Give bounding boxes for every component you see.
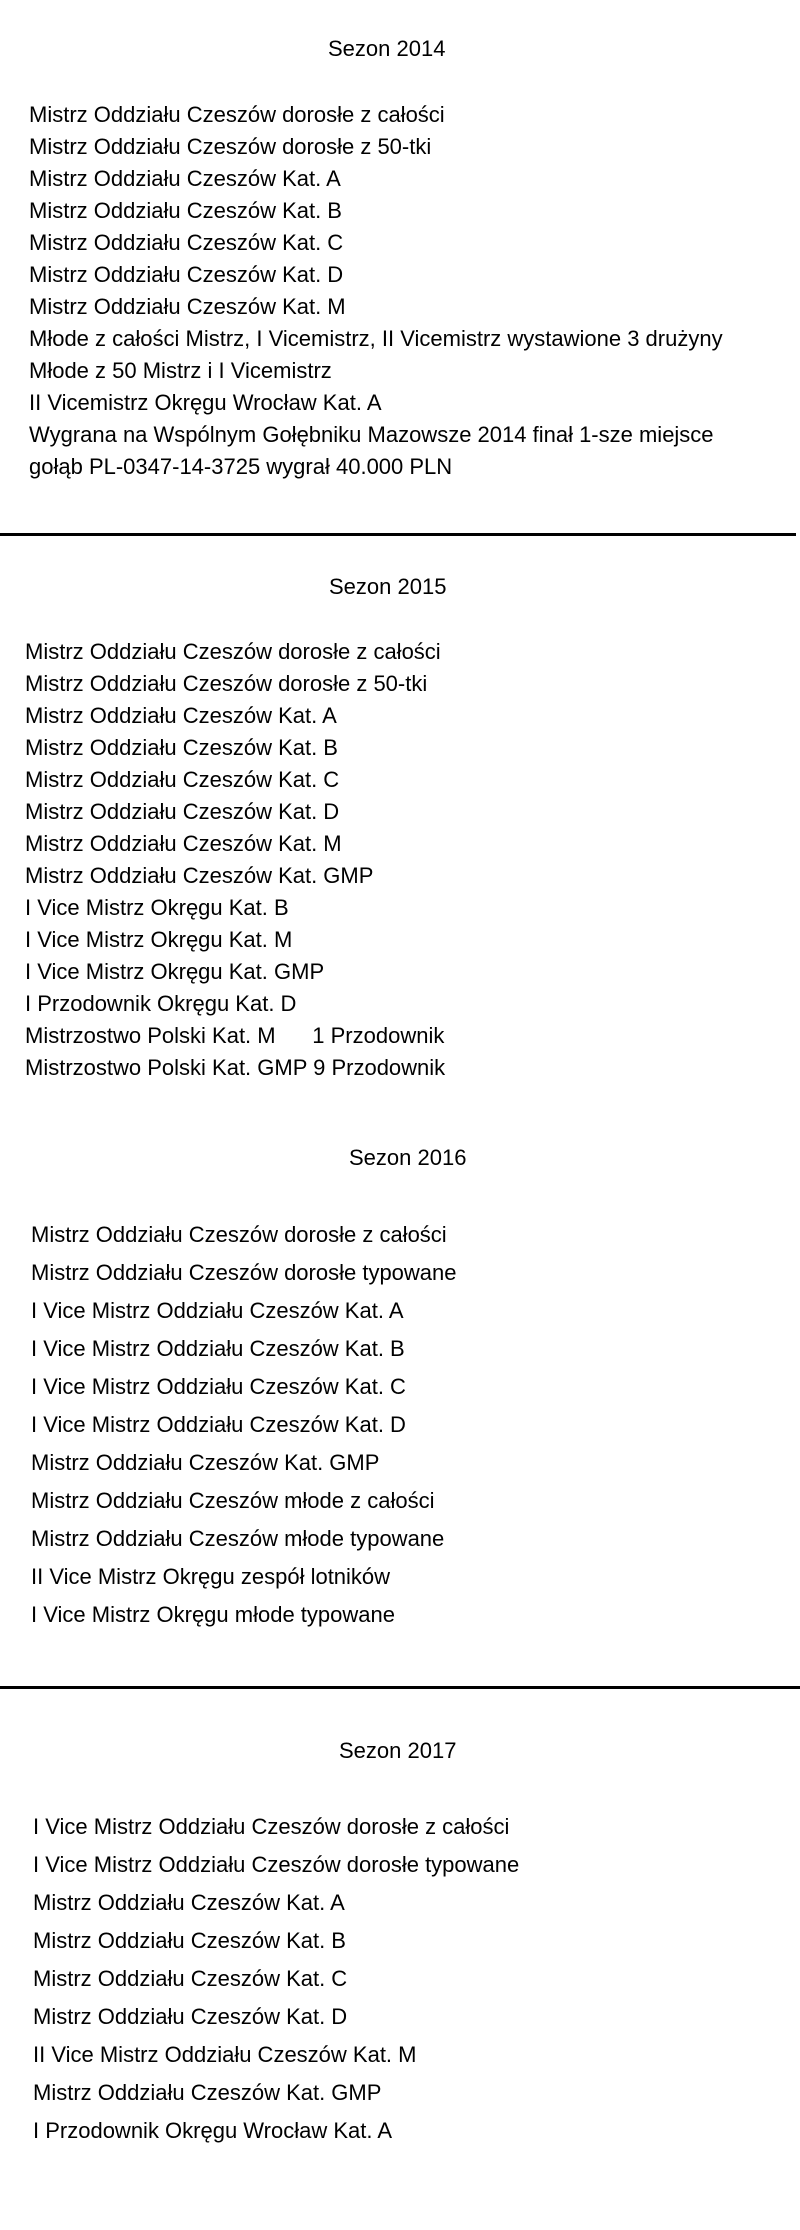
achievement-item: I Vice Mistrz Oddziału Czeszów Kat. A [31, 1298, 404, 1323]
achievement-item: I Przodownik Okręgu Wrocław Kat. A [33, 2118, 393, 2143]
achievement-item: Mistrz Oddziału Czeszów dorosłe z całości [31, 1222, 447, 1247]
achievement-item: Mistrz Oddziału Czeszów Kat. A [29, 166, 341, 191]
season-2015-achievements [25, 636, 445, 1084]
achievement-item: Mistrz Oddziału Czeszów Kat. D [25, 799, 340, 824]
achievement-item: I Vice Mistrz Oddziału Czeszów dorosłe typowane [33, 1852, 520, 1877]
achievement-item: I Przodownik Okręgu Kat. D [25, 991, 297, 1016]
achievement-item: Mistrzostwo Polski Kat. M 1 Przodownik [25, 1023, 445, 1048]
achievement-item: I Vice Mistrz Oddziału Czeszów Kat. C [31, 1374, 406, 1399]
achievement-item: Mistrz Oddziału Czeszów Kat. C [25, 767, 340, 792]
achievement-item: I Vice Mistrz Okręgu Kat. M [25, 927, 293, 952]
achievement-item: I Vice Mistrz Oddziału Czeszów Kat. D [31, 1412, 406, 1437]
achievement-item: Mistrz Oddziału Czeszów Kat. M [29, 294, 346, 319]
achievement-item: Mistrz Oddziału Czeszów Kat. B [33, 1928, 346, 1953]
season-2016-title: Sezon 2016 [349, 1145, 467, 1170]
achievement-item: I Vice Mistrz Oddziału Czeszów dorosłe z całości [33, 1814, 510, 1839]
achievement-item: I Vice Mistrz Okręgu młode typowane [31, 1602, 395, 1627]
section-divider [0, 1686, 800, 1689]
achievement-item: Wygrana na Wspólnym Gołębniku Mazowsze 2014 finał 1-sze miejsce [29, 422, 714, 447]
achievement-item: I Vice Mistrz Oddziału Czeszów Kat. B [31, 1336, 405, 1361]
achievement-item: Mistrzostwo Polski Kat. GMP 9 Przodownik [25, 1055, 446, 1080]
achievement-item: Mistrz Oddziału Czeszów Kat. GMP [25, 863, 374, 888]
achievement-item: Mistrz Oddziału Czeszów Kat. C [33, 1966, 348, 1991]
season-2017-achievements [33, 1808, 519, 2150]
achievement-item: Mistrz Oddziału Czeszów Kat. C [29, 230, 344, 255]
achievement-item: Mistrz Oddziału Czeszów Kat. GMP [31, 1450, 380, 1475]
achievement-item: Mistrz Oddziału Czeszów Kat. B [25, 735, 338, 760]
achievement-item: Mistrz Oddziału Czeszów Kat. M [25, 831, 342, 856]
achievement-item: Mistrz Oddziału Czeszów Kat. A [25, 703, 337, 728]
achievement-item: Mistrz Oddziału Czeszów dorosłe z 50-tki [29, 134, 432, 159]
season-2014-achievements [29, 99, 723, 483]
achievement-item: II Vicemistrz Okręgu Wrocław Kat. A [29, 390, 382, 415]
achievement-item: Mistrz Oddziału Czeszów dorosłe typowane [31, 1260, 457, 1285]
achievement-item: Mistrz Oddziału Czeszów młode typowane [31, 1526, 445, 1551]
achievement-item: Mistrz Oddziału Czeszów dorosłe z całości [25, 639, 441, 664]
achievement-item: II Vice Mistrz Oddziału Czeszów Kat. M [33, 2042, 417, 2067]
achievement-item: Młode z całości Mistrz, I Vicemistrz, II Vicemistrz wystawione 3 drużyny [29, 326, 723, 351]
season-2014-title: Sezon 2014 [328, 36, 446, 61]
achievement-item: Mistrz Oddziału Czeszów Kat. GMP [33, 2080, 382, 2105]
achievement-item: Mistrz Oddziału Czeszów Kat. D [33, 2004, 348, 2029]
achievement-item: I Vice Mistrz Okręgu Kat. B [25, 895, 289, 920]
season-2016-achievements [31, 1216, 457, 1634]
achievement-item: II Vice Mistrz Okręgu zespół lotników [31, 1564, 391, 1589]
season-2015-title: Sezon 2015 [329, 574, 447, 599]
achievement-item: I Vice Mistrz Okręgu Kat. GMP [25, 959, 325, 984]
achievement-item: Mistrz Oddziału Czeszów dorosłe z 50-tki [25, 671, 428, 696]
section-divider [0, 533, 796, 536]
achievement-item: Mistrz Oddziału Czeszów Kat. D [29, 262, 344, 287]
achievement-item: Mistrz Oddziału Czeszów Kat. A [33, 1890, 345, 1915]
season-2017-title: Sezon 2017 [339, 1738, 457, 1763]
achievement-item: Młode z 50 Mistrz i I Vicemistrz [29, 358, 332, 383]
achievement-item: gołąb PL-0347-14-3725 wygrał 40.000 PLN [29, 454, 453, 479]
achievement-item: Mistrz Oddziału Czeszów Kat. B [29, 198, 342, 223]
achievement-item: Mistrz Oddziału Czeszów młode z całości [31, 1488, 435, 1513]
achievement-item: Mistrz Oddziału Czeszów dorosłe z całości [29, 102, 445, 127]
